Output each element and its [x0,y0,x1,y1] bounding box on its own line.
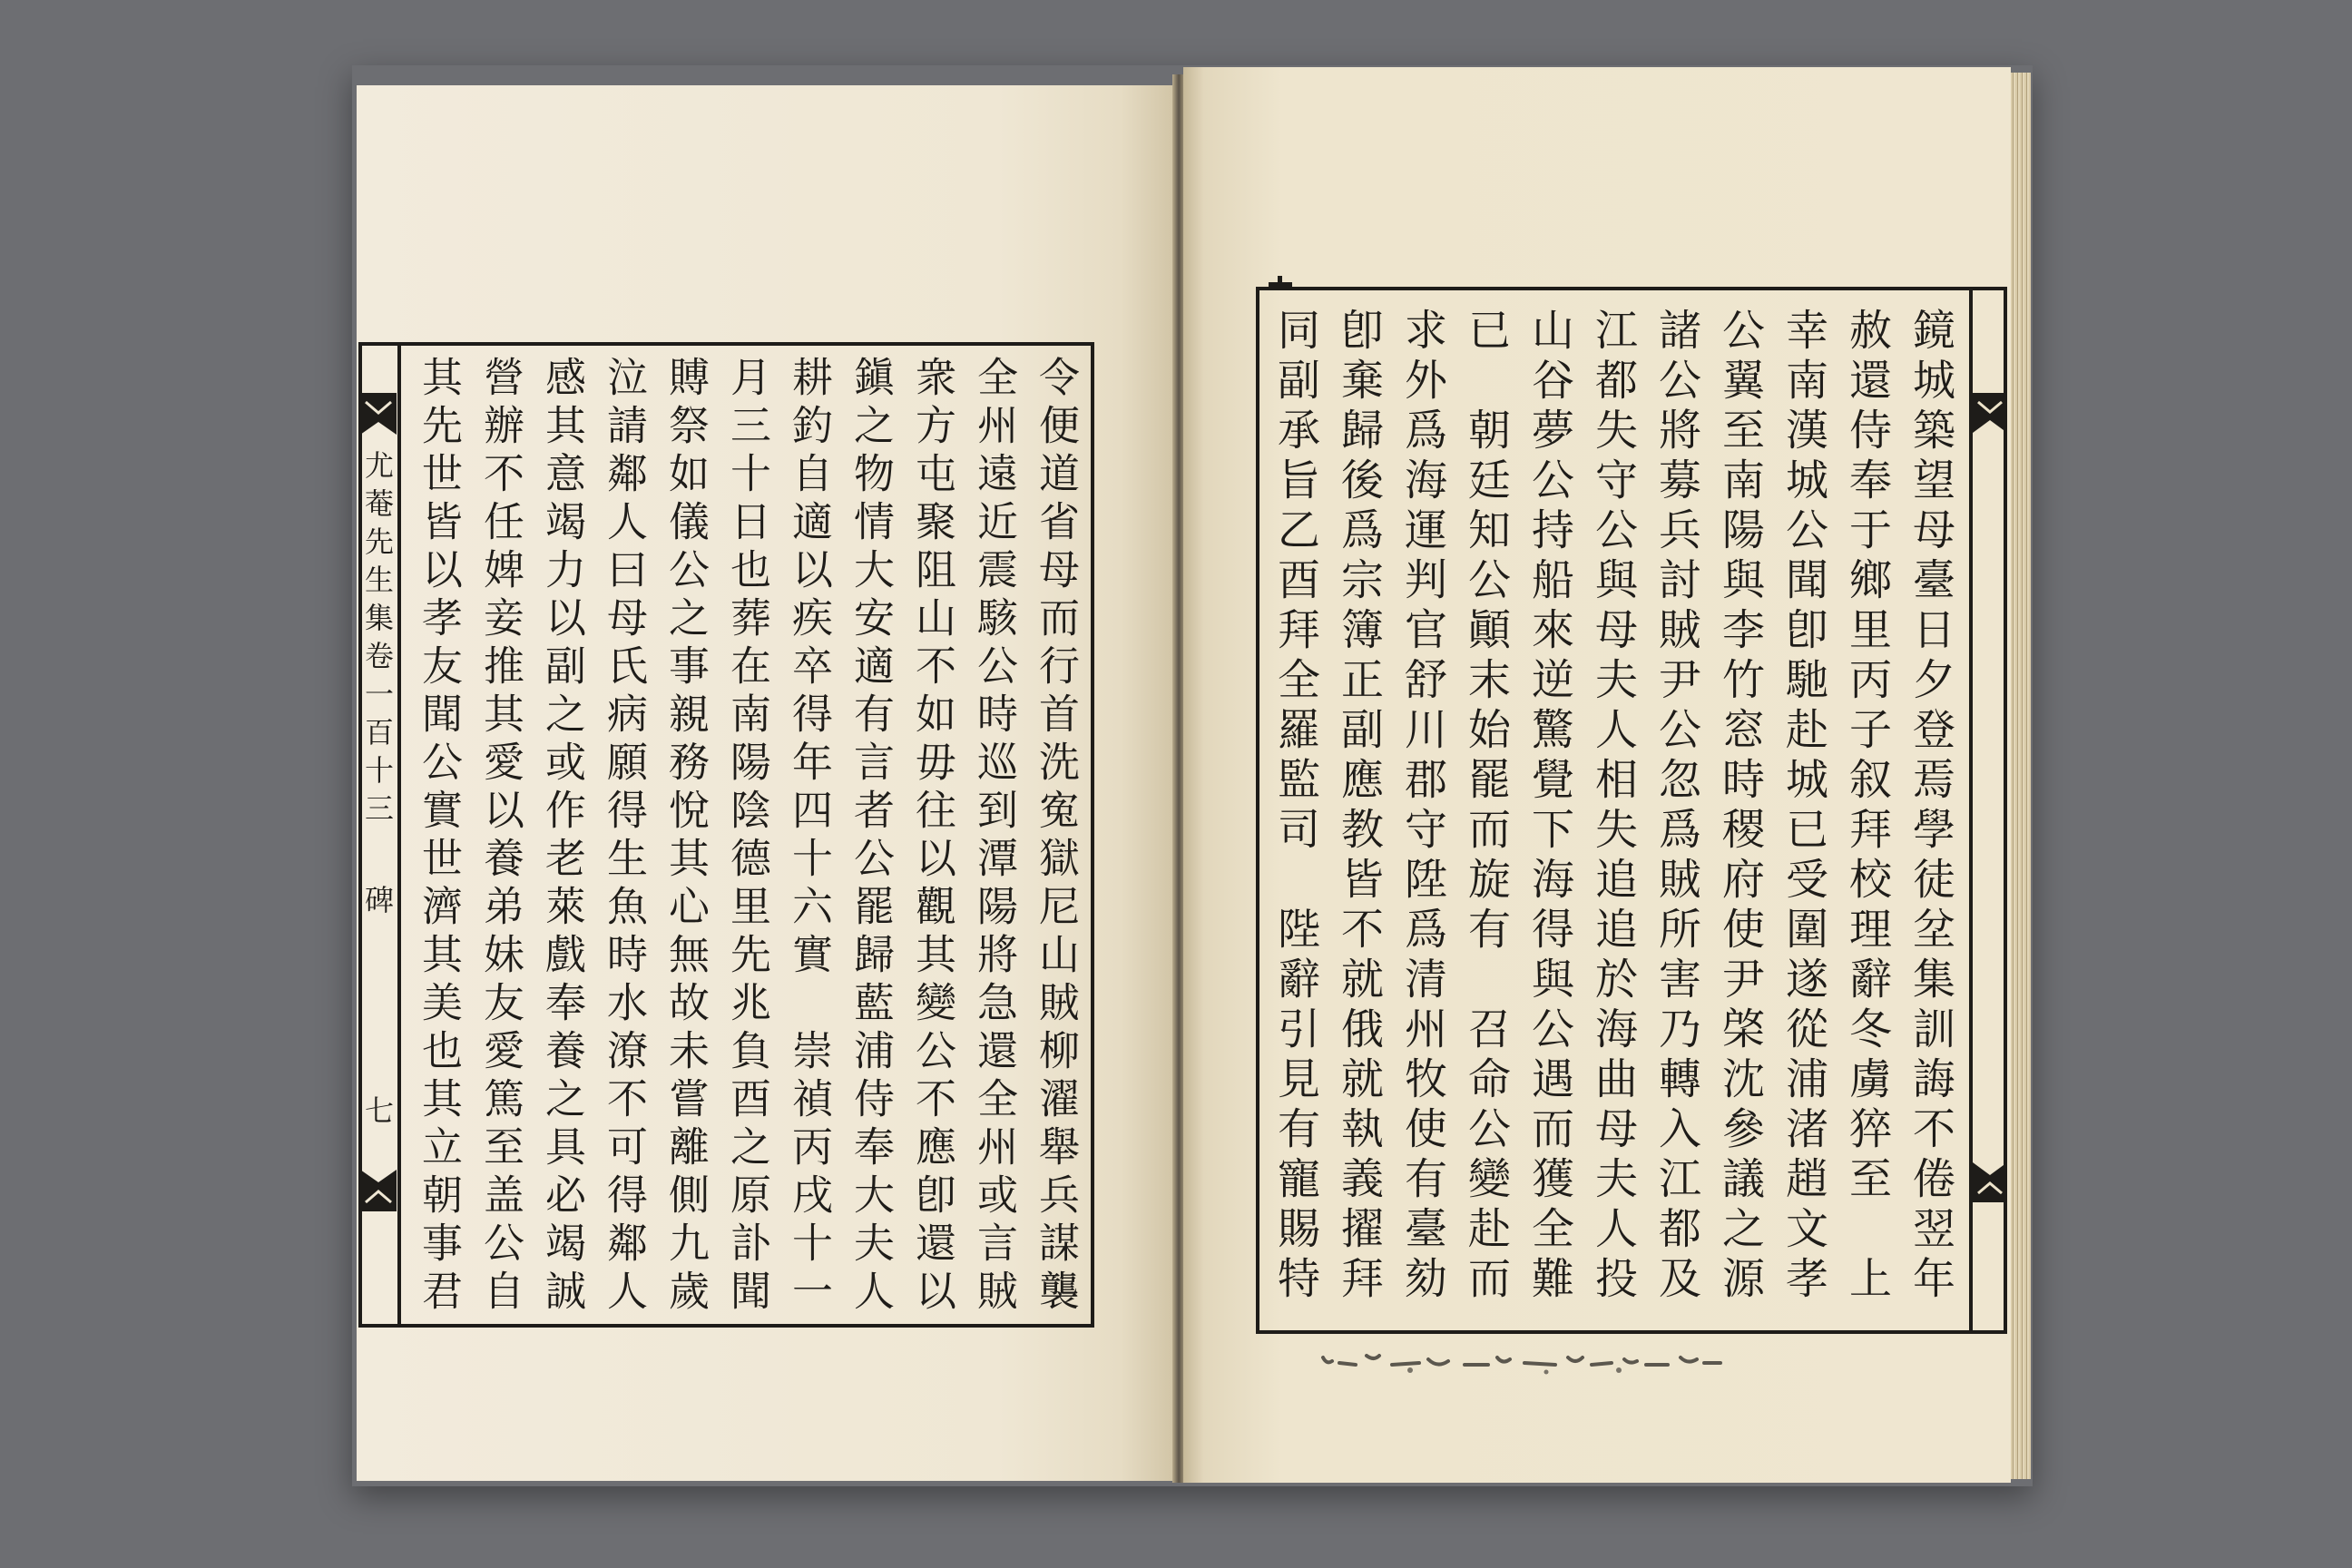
text-column: 泣請鄰人曰母氏病願得生魚時水潦不可得鄰人 [600,356,648,1318]
frame-corner-mark [1267,274,1294,289]
text-column: 已 朝廷知公顚末始罷而旋有 召命公變赴而 [1461,308,1511,1306]
text-column: 鎭之物情大安適有言者公罷歸藍浦侍奉大夫人 [847,356,895,1318]
page-number: 七 [360,1095,395,1133]
text-column: 幸南漢城公聞卽馳赴城已受圍遂從浦渚趙文孝 [1779,308,1828,1306]
ink-smudges [1319,1345,1728,1381]
text-column: 赦還侍奉于鄉里丙子叙拜校理辭冬虜猝至 上 [1842,308,1892,1306]
page-stack-edges [2011,73,2031,1479]
text-column: 同副承旨乙酉拜全羅監司 陛辭引見有寵賜特 [1270,308,1320,1306]
text-column: 卽棄歸後爲宗簿正副應教皆不就俄就執義擢拜 [1334,308,1384,1306]
text-column: 全州遠近震駭公時巡到潭陽將急還全州或言賊 [970,356,1018,1318]
text-column: 公翼至南陽與李竹窓時稷府使尹棨沈參議之源 [1715,308,1765,1306]
section-label: 碑 [360,885,395,923]
text-column: 山谷夢公持船來逆驚覺下海得與公遇而獲全難 [1524,308,1574,1306]
lower-fish-tail-mark [360,1170,397,1211]
text-column: 諸公將募兵討賊尹公忽爲賊所害乃轉入江都及 [1651,308,1701,1306]
text-column: 江都失守公與母夫人相失追追於海曲母夫人投 [1588,308,1638,1306]
text-column: 其先世皆以孝友聞公實世濟其美也其立朝事君 [415,356,463,1318]
text-column: 衆方屯聚阻山不如毋往以觀其變公不應卽還以 [908,356,956,1318]
lower-fish-tail-mark [1973,1162,2007,1202]
left-page [357,85,1178,1481]
text-column: 月三十日也葬在南陽陰德里先兆負酉之原訃聞 [723,356,771,1318]
left-page-text-columns [407,356,1086,1322]
center-margin-rule [397,342,401,1328]
text-column: 令便道省母而行首洗寃獄尼山賊柳濯舉兵謀襲 [1032,356,1080,1318]
upper-fish-tail-mark [1973,393,2007,433]
text-column: 求外爲海運判官舒川郡守陞爲清州牧使有臺劾 [1397,308,1447,1306]
text-column: 鏡城築望母臺日夕登焉學徒坌集訓誨不倦翌年 [1906,308,1955,1306]
text-column: 耕釣自適以疾卒得年四十六實 崇禎丙戌十一 [785,356,833,1318]
collection-title: 尤菴先生集卷一百十三 [360,450,395,831]
text-column: 感其意竭力以副之或作老萊戲奉養之具必竭誠 [538,356,586,1318]
right-page [1183,67,2011,1483]
text-column: 賻祭如儀公之事親務悅其心無故未嘗離側九歲 [662,356,710,1318]
text-column: 營辦不任婢妾推其愛以養弟妹友愛篤至盖公自 [476,356,524,1318]
right-page-text-columns [1263,308,1962,1315]
upper-fish-tail-mark [360,393,397,435]
